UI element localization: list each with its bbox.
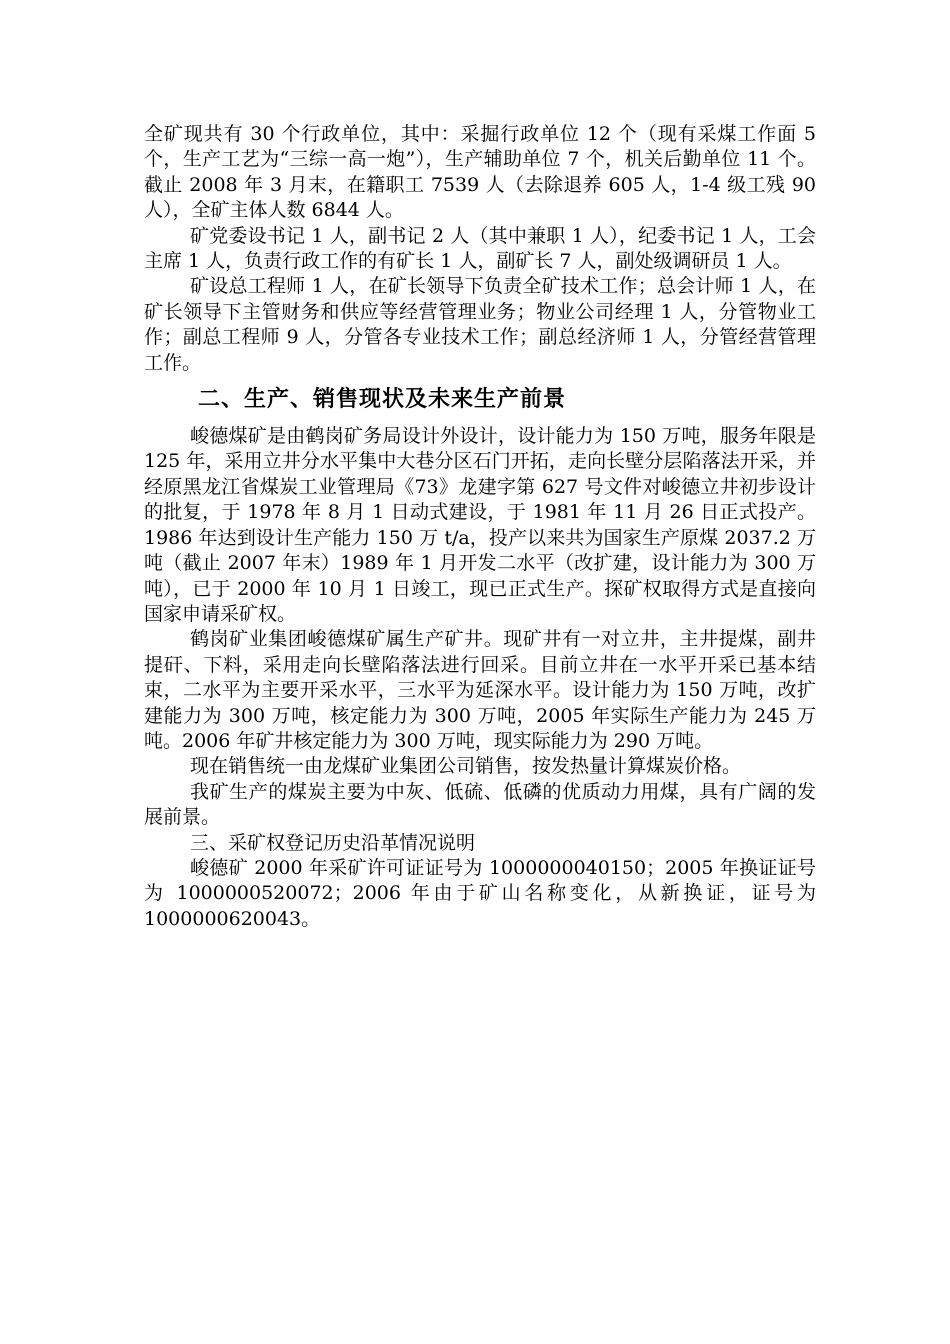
section-heading-production-sales: 二、生产、销售现状及未来生产前景 (198, 386, 567, 413)
paragraph-administrative-units: 全矿现共有 30 个行政单位，其中：采掘行政单位 12 个（现有采煤工作面 5 个，生产工艺为“三综一高一炮”），生产辅助单位 7 个，机关后勤单位 11 个。截止 2008 年 3 月末，在籍职工 7539 人（去除退养 605 人，1-4 级工残 90 人），全矿主体人数 6844 人。 (144, 123, 816, 222)
paragraph-chief-engineer: 矿设总工程师 1 人，在矿长领导下负责全矿技术工作；总会计师 1 人，在矿长领导下主管财务和供应等经营管理业务；物业公司经理 1 人，分管物业工作；副总工程师 9 人，分管各专业技术工作；副总经济师 1 人，分管经营管理工作。 (144, 275, 816, 374)
document-body (144, 122, 816, 932)
paragraph-mine-design: 峻德煤矿是由鹤岗矿务局设计外设计，设计能力为 150 万吨，服务年限是 125 年，采用立井分水平集中大巷分区石门开拓，走向长壁分层陷落法开采，并经原黑龙江省煤炭工业管理局《73》龙建字第 627 号文件对峻德立井初步设计的批复，于 1978 年 8 月 1 日动式建设，于 1981 年 11 月 26 日正式投产。1986 年达到设计生产能力 150 万 t/a，投产以来共为国家生产原煤 2037.2 万吨（截止 2007 年末）1989 年 1 月开发二水平（改扩建，设计能力为 300 万吨），已于 2000 年 10 月 1 日竣工，现已正式生产。探矿权取得方式是直接向国家申请采矿权。 (144, 425, 816, 625)
paragraph-coal-quality: 我矿生产的煤炭主要为中灰、低硫、低磷的优质动力用煤，具有广阔的发展前景。 (144, 780, 816, 829)
paragraph-license-history: 峻德矿 2000 年采矿许可证证号为 1000000040150；2005 年换证证号为 1000000520072；2006 年由于矿山名称变化，从新换证，证号为 1000000620043。 (144, 856, 816, 930)
paragraph-sales: 现在销售统一由龙煤矿业集团公司销售，按发热量计算煤炭价格。 (190, 755, 742, 778)
section-heading-mining-rights: 三、采矿权登记历史沿革情况说明 (190, 831, 476, 854)
paragraph-party-committee: 矿党委设书记 1 人，副书记 2 人（其中兼职 1 人），纪委书记 1 人，工会主席 1 人，负责行政工作的有矿长 1 人，副矿长 7 人，副处级调研员 1 人。 (144, 224, 816, 273)
paragraph-mine-production: 鹤岗矿业集团峻德煤矿属生产矿井。现矿井有一对立井，主井提煤，副井提矸、下料，采用走向长壁陷落法进行回采。目前立井在一水平开采已基本结束，二水平为主要开采水平，三水平为延深水平。设计能力为 150 万吨，改扩建能力为 300 万吨，核定能力为 300 万吨，2005 年实际生产能力为 245 万吨。2006 年矿井核定能力为 300 万吨，现实际能力为 290 万吨。 (144, 628, 816, 752)
